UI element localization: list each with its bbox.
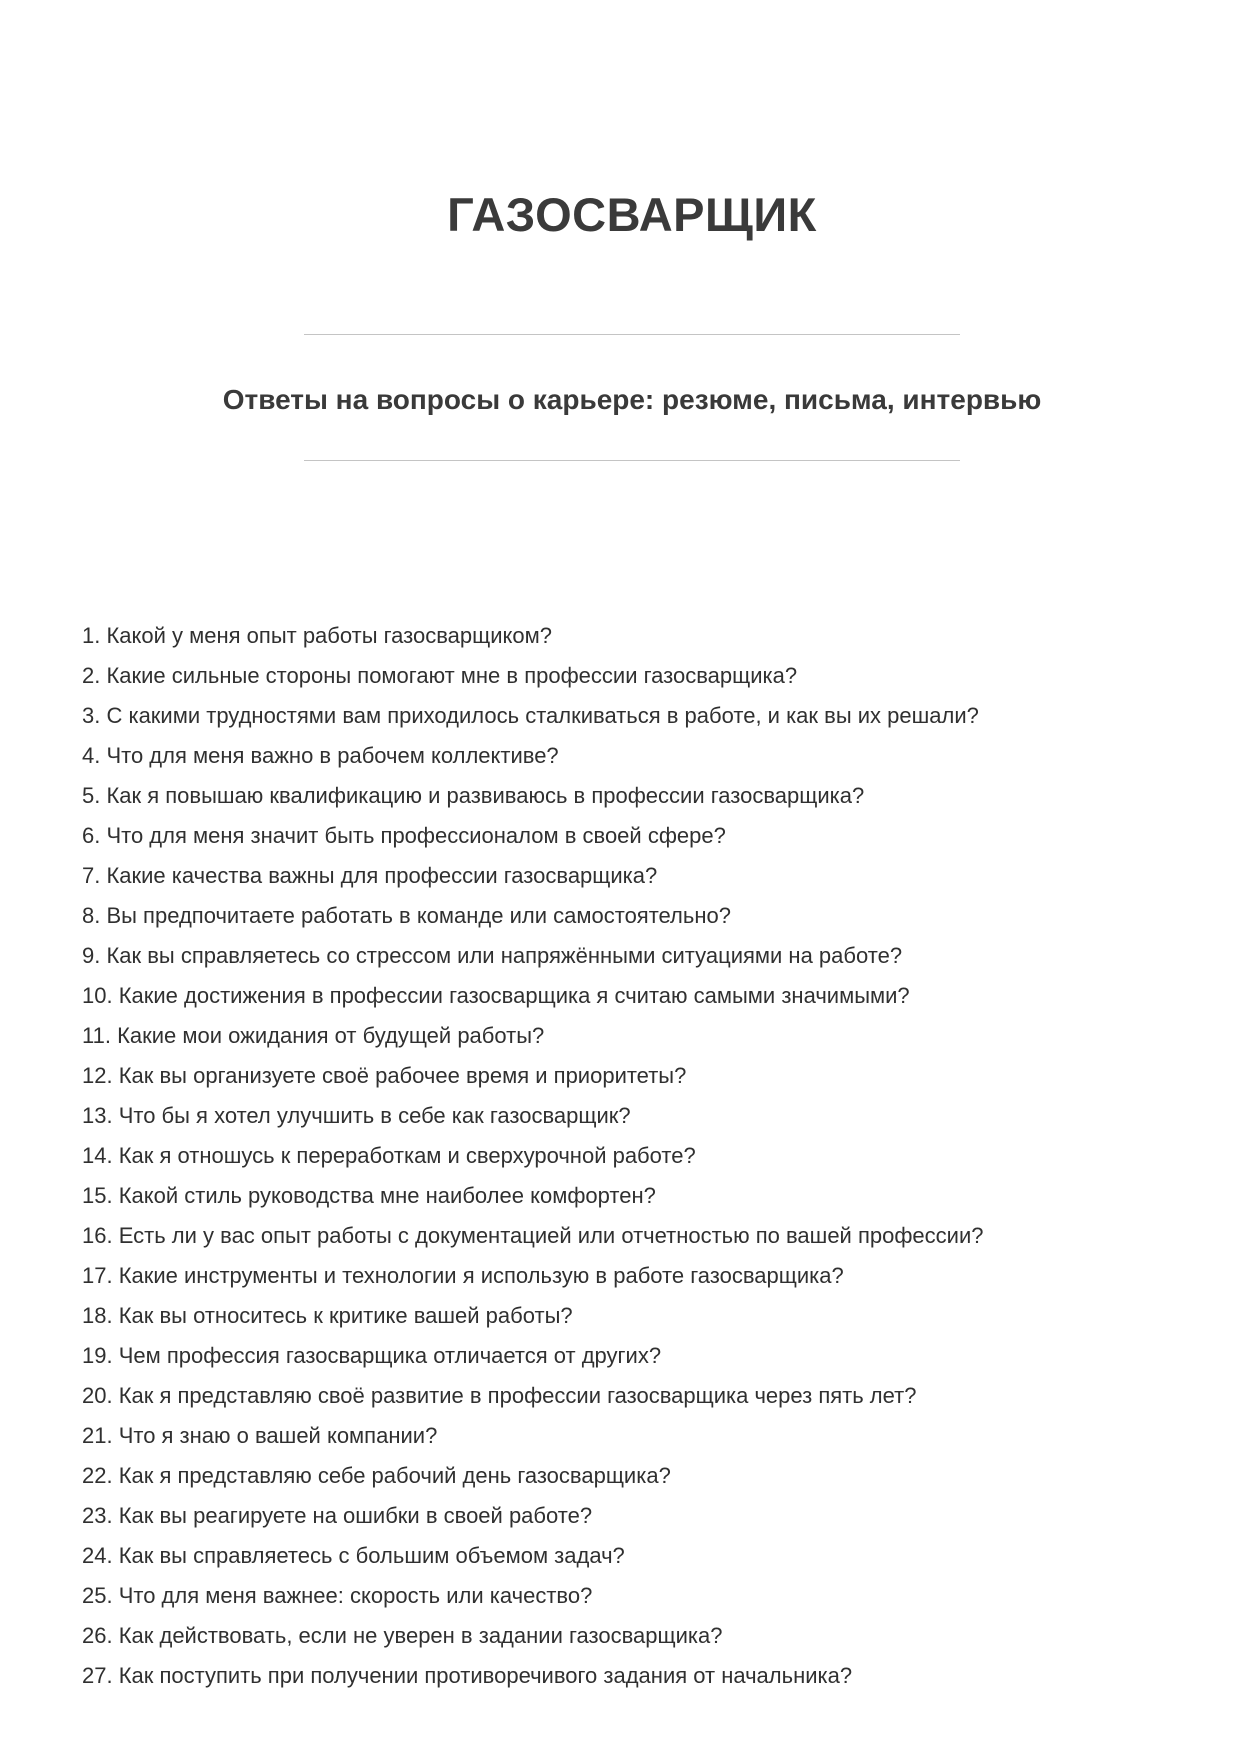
question-item: 13. Что бы я хотел улучшить в себе как газосварщик? (82, 1103, 631, 1128)
question-item: 1. Какой у меня опыт работы газосварщиком? (82, 623, 553, 648)
question-item: 11. Какие мои ожидания от будущей работы? (82, 1023, 545, 1048)
question-item: 4. Что для меня важно в рабочем коллективе? (82, 743, 559, 768)
question-item: 18. Как вы относитесь к критике вашей работы? (82, 1303, 573, 1328)
page-subtitle: Ответы на вопросы о карьере: резюме, письма, интервью (222, 384, 1042, 415)
question-item: 6. Что для меня значит быть профессионалом в своей сфере? (82, 823, 726, 848)
question-item: 27. Как поступить при получении противоречивого задания от начальника? (82, 1663, 853, 1688)
question-item: 8. Вы предпочитаете работать в команде или самостоятельно? (82, 903, 731, 928)
question-item: 17. Какие инструменты и технологии я использую в работе газосварщика? (82, 1263, 844, 1288)
question-item: 21. Что я знаю о вашей компании? (82, 1423, 438, 1448)
question-item: 25. Что для меня важнее: скорость или качество? (82, 1583, 593, 1608)
question-item: 26. Как действовать, если не уверен в задании газосварщика? (82, 1623, 723, 1648)
question-item: 22. Как я представляю себе рабочий день газосварщика? (82, 1463, 671, 1488)
divider-bottom (304, 460, 960, 461)
question-item: 12. Как вы организуете своё рабочее время и приоритеты? (82, 1063, 687, 1088)
question-item: 14. Как я отношусь к переработкам и сверхурочной работе? (82, 1143, 696, 1168)
question-item: 7. Какие качества важны для профессии газосварщика? (82, 863, 658, 888)
question-item: 9. Как вы справляетесь со стрессом или напряжёнными ситуациями на работе? (82, 943, 903, 968)
page-title: ГАЗОСВАРЩИК (447, 188, 817, 241)
question-item: 10. Какие достижения в профессии газосварщика я считаю самыми значимыми? (82, 983, 910, 1008)
question-item: 24. Как вы справляетесь с большим объемом задач? (82, 1543, 625, 1568)
question-item: 20. Как я представляю своё развитие в профессии газосварщика через пять лет? (82, 1383, 917, 1408)
question-item: 16. Есть ли у вас опыт работы с документацией или отчетностью по вашей профессии? (82, 1223, 984, 1248)
divider-top (304, 334, 960, 335)
question-item: 5. Как я повышаю квалификацию и развиваюсь в профессии газосварщика? (82, 783, 865, 808)
question-item: 23. Как вы реагируете на ошибки в своей работе? (82, 1503, 593, 1528)
question-item: 2. Какие сильные стороны помогают мне в профессии газосварщика? (82, 663, 798, 688)
question-item: 19. Чем профессия газосварщика отличается от других? (82, 1343, 662, 1368)
question-item: 3. С какими трудностями вам приходилось сталкиваться в работе, и как вы их решали? (82, 703, 979, 728)
question-list (82, 616, 1182, 1696)
question-item: 15. Какой стиль руководства мне наиболее комфортен? (82, 1183, 656, 1208)
